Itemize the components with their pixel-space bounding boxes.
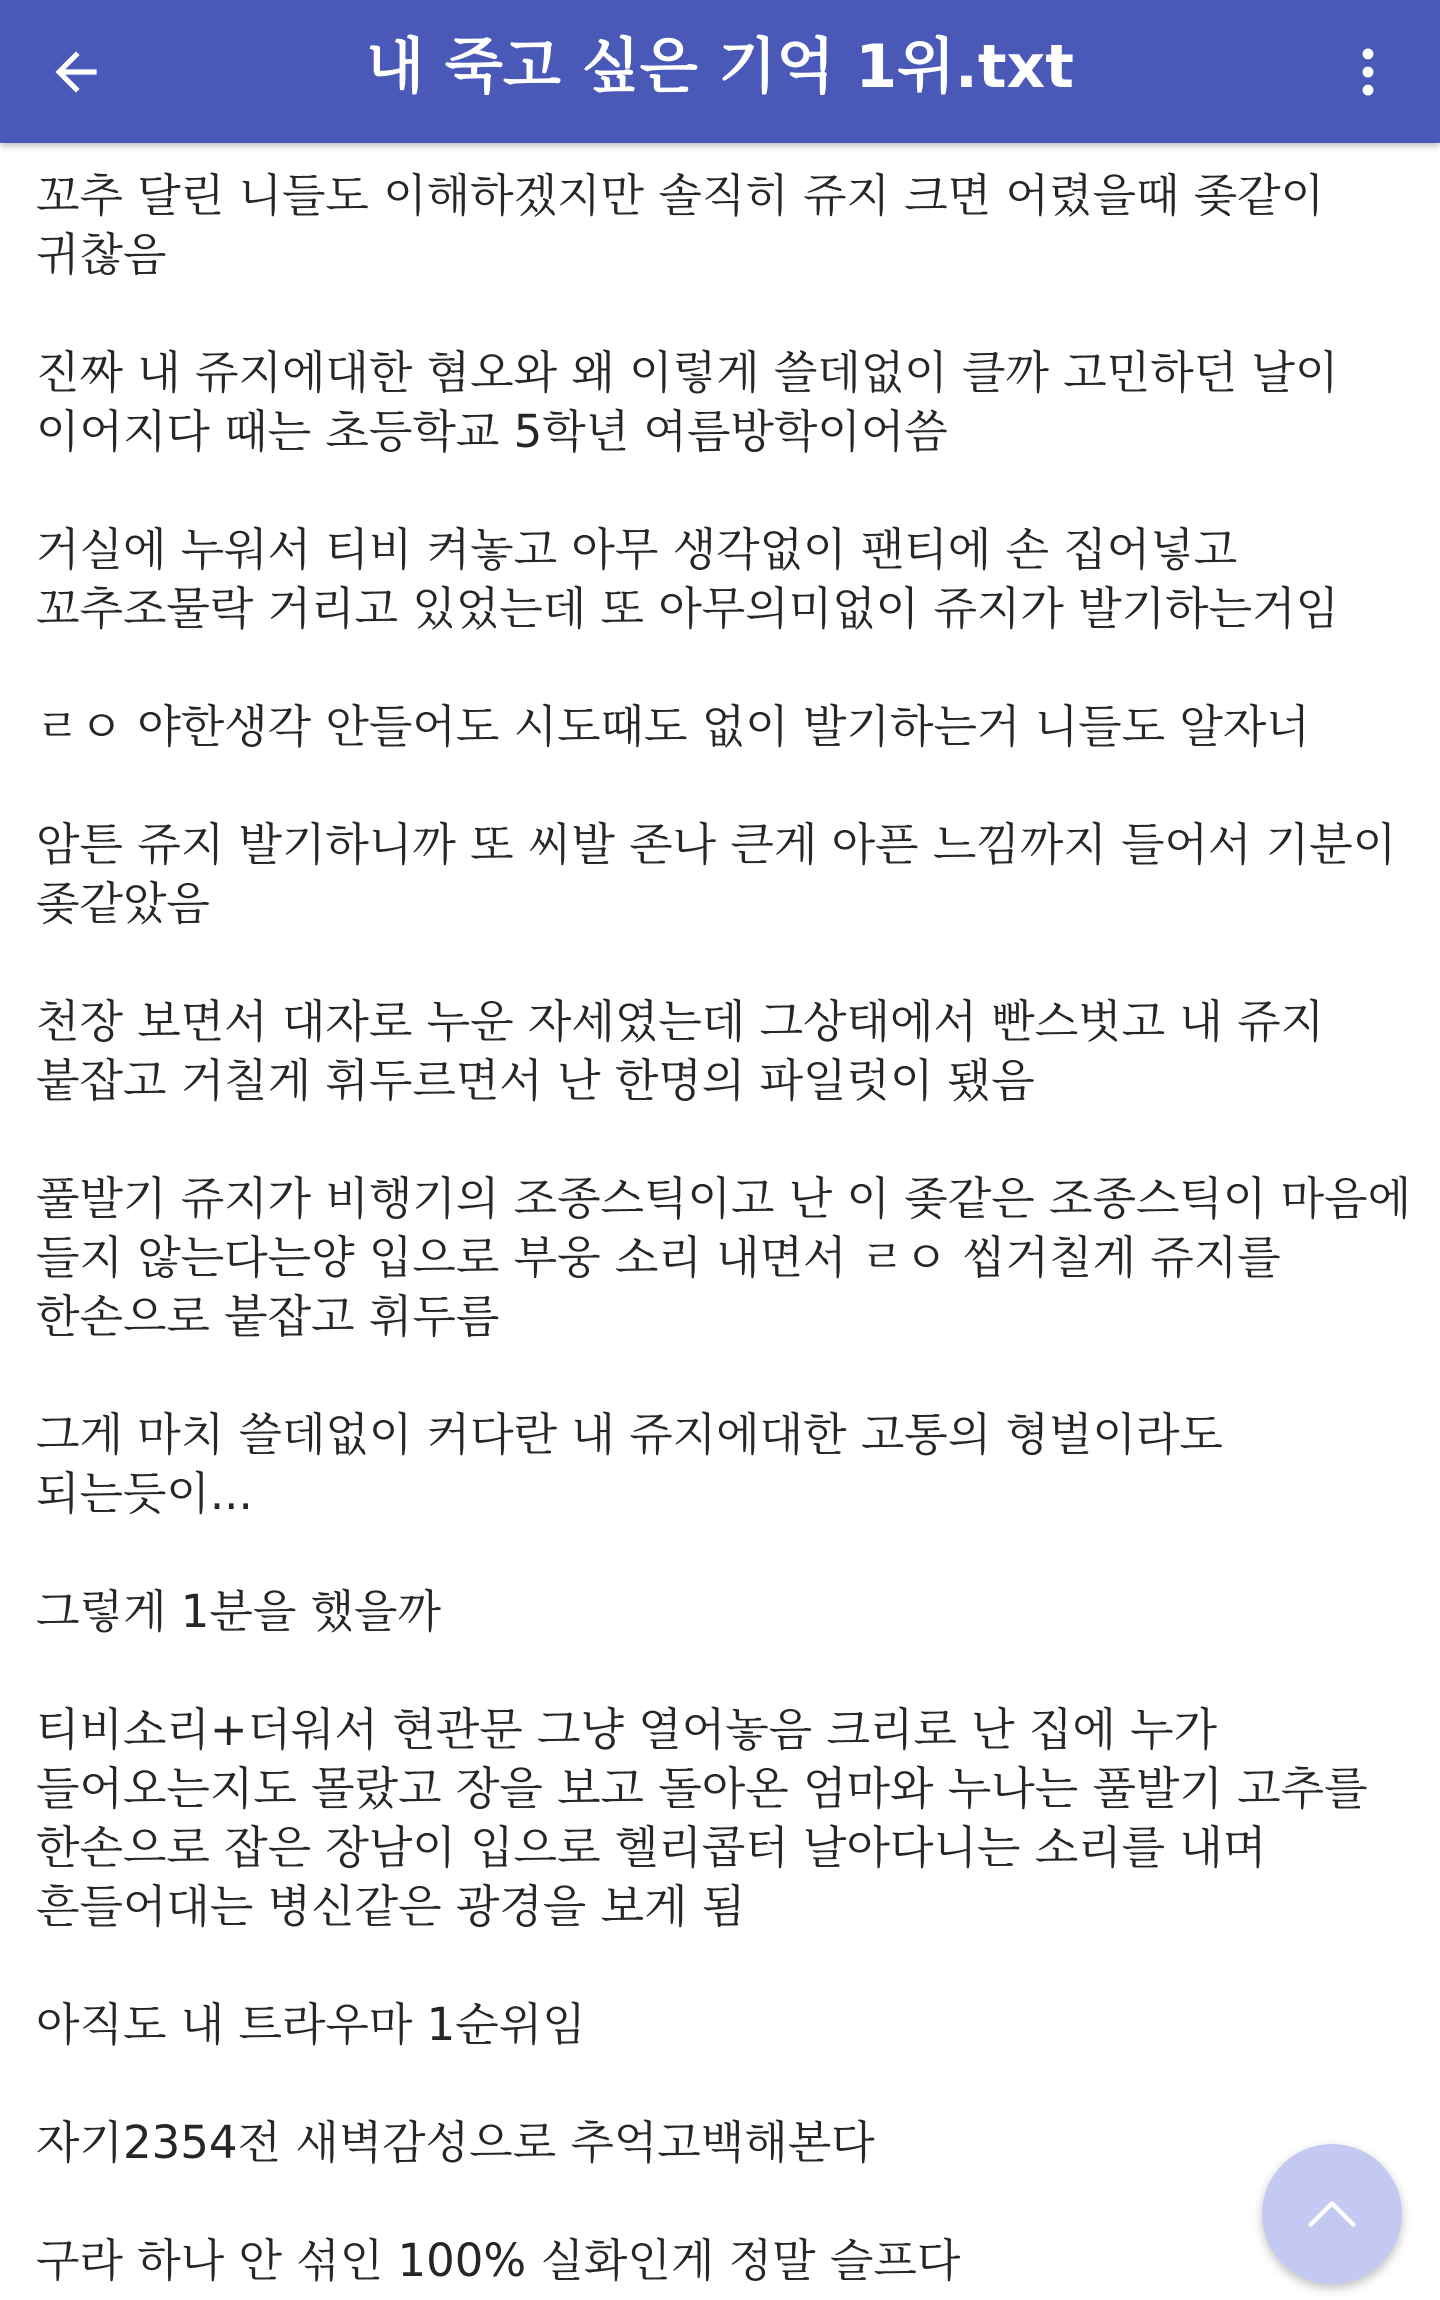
post-paragraph: 티비소리+더워서 현관문 그냥 열어놓음 크리로 난 집에 누가 들어오는지도 몰랐고 장을 보고 돌아온 엄마와 누나는 풀발기 고추를 한손으로 잡은 장남이 입으로 헬리콥터 날아다니는 소리를 내며 흔들어대는 병신같은 광경을 보게 됨 [36,1703,1368,1933]
post-paragraph: 풀발기 쥬지가 비행기의 조종스틱이고 난 이 좆같은 조종스틱이 마음에 들지 않는다는양 입으로 부웅 소리 내면서 ㄹㅇ 씹거칠게 쥬지를 한손으로 붙잡고 휘두름 [36,1172,1412,1343]
post-paragraph: 천장 보면서 대자로 누운 자세였는데 그상태에서 빤스벗고 내 쥬지 붙잡고 거칠게 휘두르면서 난 한명의 파일럿이 됐음 [36,995,1325,1107]
post-paragraph: 진짜 내 쥬지에대한 혐오와 왜 이렇게 쓸데없이 클까 고민하던 날이 이어지다 때는 초등학교 5학년 여름방학이어씀 [36,346,1339,458]
chevron-up-icon [1300,2182,1364,2246]
back-button[interactable] [28,24,124,120]
page-title: 내 죽고 싶은 기억 1위.txt [366,32,1074,102]
post-paragraph: 꼬추 달린 니들도 이해하겠지만 솔직히 쥬지 크면 어렸을때 좆같이 귀찮음 [36,169,1325,281]
app-bar [0,0,1440,143]
post-paragraph: ㄹㅇ 야한생각 안들어도 시도때도 없이 발기하는거 니들도 알자너 [36,700,1310,753]
post-paragraph: 자기2354전 새벽감성으로 추억고백해본다 [36,2116,875,2169]
overflow-menu-button[interactable] [1320,24,1416,120]
post-paragraph: 아직도 내 트라우마 1순위임 [36,1998,586,2051]
scroll-to-top-button[interactable] [1262,2144,1402,2284]
more-vert-icon [1337,41,1399,103]
arrow-left-icon [45,41,107,103]
post-paragraph: 그렇게 1분을 했을까 [36,1585,441,1638]
post-paragraph: 그게 마치 쓸데없이 커다란 내 쥬지에대한 고통의 형벌이라도 되는듯이... [36,1408,1223,1520]
post-paragraph: 암튼 쥬지 발기하니까 또 씨발 존나 큰게 아픈 느낌까지 들어서 기분이 좆같았음 [36,818,1397,930]
post-paragraph: 거실에 누워서 티비 켜놓고 아무 생각없이 팬티에 손 집어넣고 꼬추조물락 거리고 있었는데 또 아무의미없이 쥬지가 발기하는거임 [36,523,1339,635]
post-paragraph: 구라 하나 안 섞인 100% 실화인게 정말 슬프다 [36,2234,961,2287]
post-body [36,166,1416,2300]
